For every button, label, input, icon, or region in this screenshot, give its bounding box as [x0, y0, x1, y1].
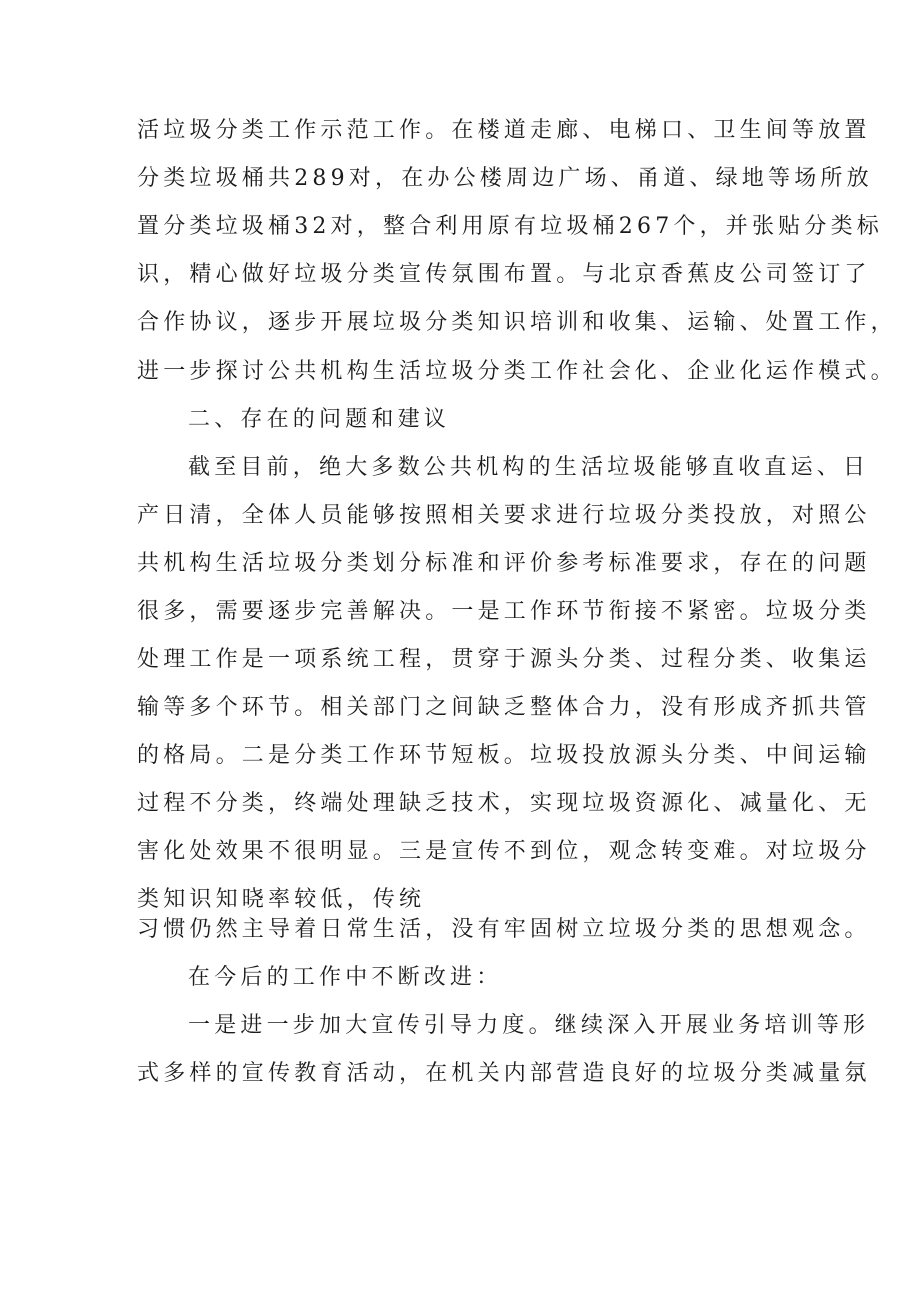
text-line-6: 进一步探讨公共机构生活垃圾分类工作社会化、企业化运作模式。	[137, 359, 897, 384]
text-line-5: 合作协议，逐步开展垃圾分类知识培训和收集、运输、处置工作，	[137, 310, 897, 335]
text-line-12: 处理工作是一项系统工程，贯穿于源头分类、过程分类、收集运	[137, 647, 871, 672]
text-line-16: 害化处效果不很明显。三是宣传不到位，观念转变难。对垃圾分	[137, 839, 871, 864]
text-line-11: 很多，需要逐步完善解决。一是工作环节衔接不紧密。垃圾分类	[137, 599, 871, 624]
text-line-8: 截至目前，绝大多数公共机构的生活垃圾能够直收直运、日	[188, 455, 870, 480]
text-line-3: 置分类垃圾桶32对，整合利用原有垃圾桶267个，并张贴分类标	[137, 214, 883, 239]
section-heading: 二、存在的问题和建议	[188, 407, 451, 432]
text-line-2: 分类垃圾桶共289对，在办公楼周边广场、甬道、绿地等场所放	[137, 166, 873, 191]
text-line-13: 输等多个环节。相关部门之间缺乏整体合力，没有形成齐抓共管	[137, 695, 871, 720]
text-line-21: 式多样的宣传教育活动，在机关内部营造良好的垃圾分类减量氛	[137, 1061, 871, 1086]
text-line-4: 识，精心做好垃圾分类宣传氛围布置。与北京香蕉皮公司签订了	[137, 262, 871, 287]
text-line-9: 产日清，全体人员能够按照相关要求进行垃圾分类投放，对照公	[137, 503, 871, 528]
text-line-10: 共机构生活垃圾分类划分标准和评价参考标准要求，存在的问题	[137, 551, 871, 576]
text-line-17: 类知识知晓率较低，传统	[137, 887, 426, 912]
text-line-20: 一是进一步加大宣传引导力度。继续深入开展业务培训等形	[188, 1013, 870, 1038]
text-line-15: 过程不分类，终端处理缺乏技术，实现垃圾资源化、减量化、无	[137, 791, 871, 816]
text-line-18: 习惯仍然主导着日常生活，没有牢固树立垃圾分类的思想观念。	[137, 917, 871, 942]
text-line-14: 的格局。二是分类工作环节短板。垃圾投放源头分类、中间运输	[137, 743, 871, 768]
text-line-1: 活垃圾分类工作示范工作。在楼道走廊、电梯口、卫生间等放置	[137, 118, 871, 143]
text-line-19: 在今后的工作中不断改进：	[188, 965, 503, 990]
